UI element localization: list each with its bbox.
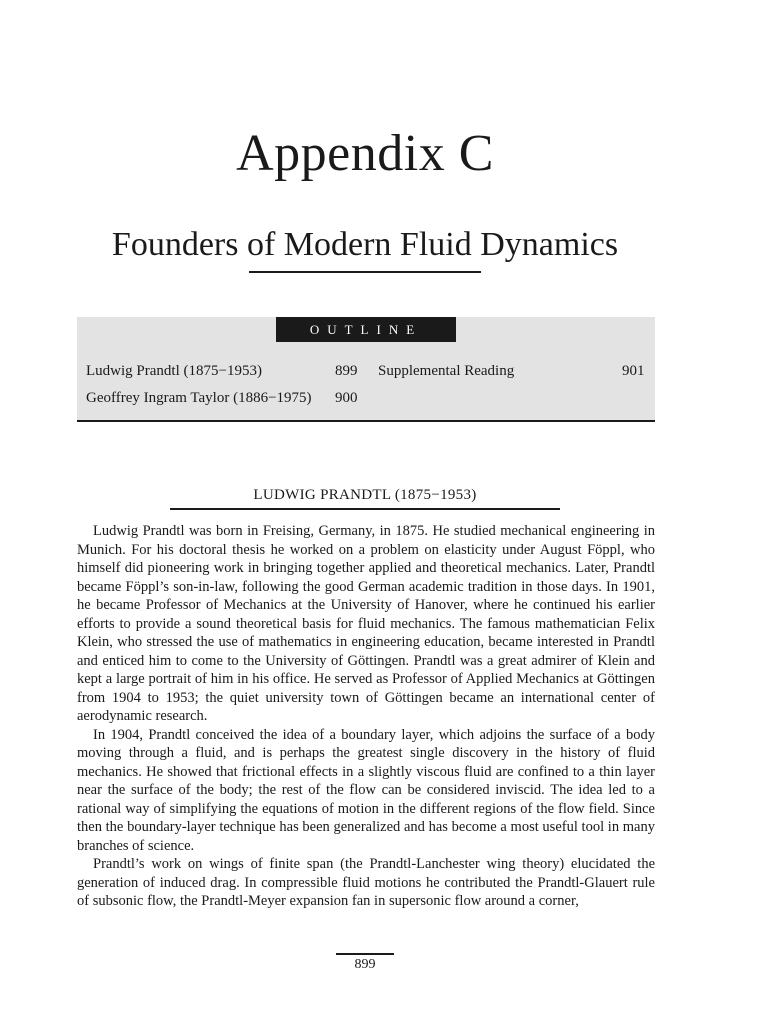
body-text (77, 522, 655, 911)
title-rule (249, 271, 481, 273)
outline-label: OUTLINE (276, 317, 456, 342)
page-number: 899 (354, 957, 376, 972)
chapter-title: Appendix C (236, 125, 494, 182)
outline-entry-page: 899 (335, 363, 358, 379)
outline-entry-title: Supplemental Reading (378, 363, 515, 379)
outline-box (77, 317, 655, 422)
paragraph: In 1904, Prandtl conceived the idea of a boundary layer, which adjoins the surface of a body moving through a fluid, and is perhaps the greatest single discovery in the history of fluid mechanics. He showed that frictional effects in a slightly viscous fluid are confined to a thin layer near the surface of the body; the rest of the flow can be considered inviscid. The idea led to a rational way of simplifying the equations of motion in the different regions of the flow field. Since then the boundary-layer technique has been generalized and has become a most useful tool in many branches of science. (77, 726, 655, 854)
section-heading: LUDWIG PRANDTL (1875−1953) (253, 487, 477, 503)
paragraph: Ludwig Prandtl was born in Freising, Germany, in 1875. He studied mechanical engineering in Munich. For his doctoral thesis he worked on a problem on elasticity under August Föppl, who himself did pioneering work in bringing together applied and theoretical mechanics. Later, Prandtl became Föppl’s son-in-law, following the good German academic tradition in those days. In 1901, he became Professor of Mechanics at the University of Hanover, where he continued his earlier efforts to provide a sound theoretical basis for fluid mechanics. The famous mathematician Felix Klein, who stressed the use of mathematics in engineering education, became interested in Prandtl and enticed him to come to the University of Göttingen. Prandtl was a great admirer of Klein and kept a large portrait of him in his office. He served as Professor of Applied Mechanics at Göttingen from 1904 to 1953; the quiet university town of Göttingen became an international center of aerodynamic research. (77, 523, 655, 724)
page-number-rule (336, 953, 394, 955)
paragraph: Prandtl’s work on wings of finite span (the Prandtl-Lanchester wing theory) elucidated the generation of induced drag. In compressible fluid motions he contributed the Prandtl-Glauert rule of subsonic flow, the Prandtl-Meyer expansion fan in supersonic flow around a corner, (77, 856, 655, 909)
outline-entry-title: Ludwig Prandtl (1875−1953) (86, 363, 262, 379)
section-rule (170, 508, 560, 510)
outline-entry-page: 900 (335, 390, 358, 406)
outline-entry-page: 901 (622, 363, 645, 379)
outline-entry-title: Geoffrey Ingram Taylor (1886−1975) (86, 390, 312, 406)
chapter-subtitle: Founders of Modern Fluid Dynamics (111, 226, 619, 263)
